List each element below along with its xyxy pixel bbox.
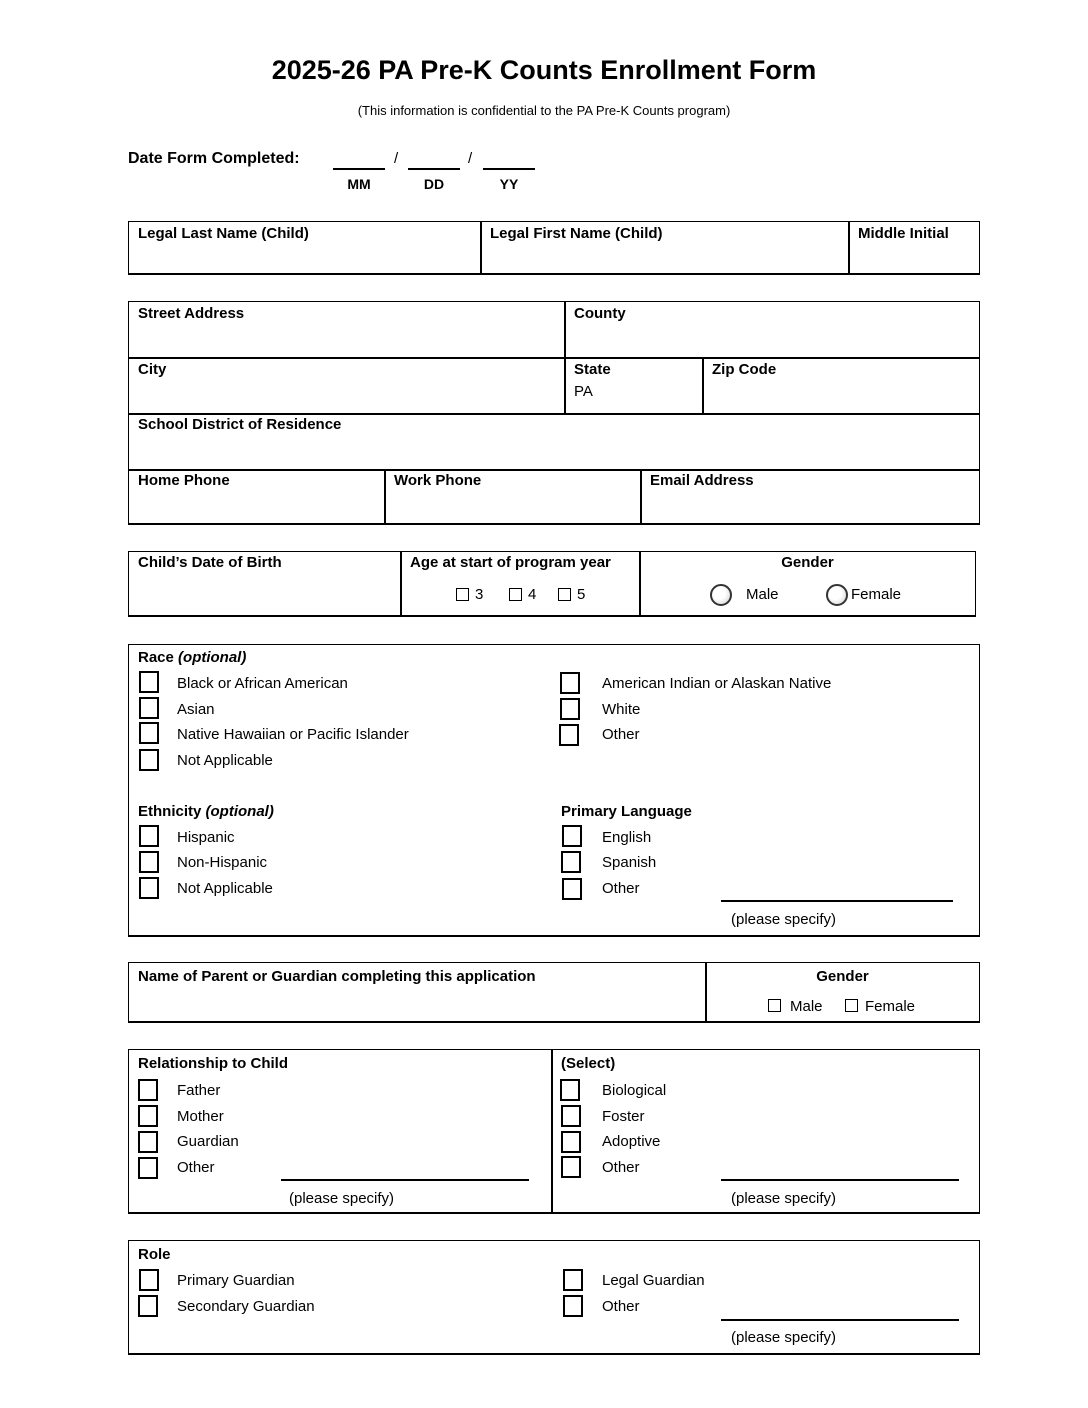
relationship-father-label: Father [177,1082,221,1099]
type-adoptive-label: Adoptive [602,1133,661,1150]
relationship-type-label: (Select) [561,1055,616,1072]
age-5-checkbox[interactable] [558,588,571,601]
state-value: PA [574,383,593,400]
role-other-checkbox[interactable] [563,1295,583,1317]
yy-label: YY [499,176,519,192]
role-secondary-label: Secondary Guardian [177,1298,315,1315]
race-black-checkbox[interactable] [139,671,159,693]
relationship-specify-field[interactable] [281,1179,529,1181]
race-white-checkbox[interactable] [560,698,580,720]
language-specify-label: (please specify) [731,911,837,928]
home-phone-field[interactable] [129,470,384,524]
race-not-applicable-label: Not Applicable [177,752,273,769]
relationship-label: Relationship to Child [138,1055,288,1072]
type-biological-checkbox[interactable] [560,1079,580,1101]
last-name-field[interactable] [129,222,480,273]
relationship-guardian-label: Guardian [177,1133,239,1150]
relationship-specify-label: (please specify) [289,1190,395,1207]
child-name-section [128,221,980,275]
type-specify-field[interactable] [721,1179,959,1181]
relationship-guardian-checkbox[interactable] [138,1131,158,1153]
ethnicity-not-applicable-label: Not Applicable [177,880,273,897]
dob-label: Child’s Date of Birth [138,554,282,571]
first-name-field[interactable] [481,222,848,273]
age-5-label: 5 [577,586,586,603]
child-info-section [128,551,976,617]
state-label: State [574,361,611,378]
language-spanish-checkbox[interactable] [561,851,581,873]
street-address-label: Street Address [138,305,245,322]
ethnicity-non-hispanic-label: Non-Hispanic [177,854,268,871]
parent-section [128,962,980,1023]
role-other-label: Other [602,1298,640,1315]
role-secondary-checkbox[interactable] [138,1295,158,1317]
primary-language-label: Primary Language [561,803,692,820]
first-name-label: Legal First Name (Child) [490,225,663,242]
city-field[interactable] [129,358,564,413]
year-field[interactable] [483,168,535,170]
type-foster-label: Foster [602,1108,645,1125]
type-other-checkbox[interactable] [561,1156,581,1178]
school-district-label: School District of Residence [138,416,342,433]
date-separator: / [394,150,399,167]
type-specify-label: (please specify) [731,1190,837,1207]
parent-female-label: Female [865,998,916,1015]
city-label: City [138,361,167,378]
parent-gender-label: Gender [816,968,869,985]
home-phone-label: Home Phone [138,472,230,489]
role-specify-label: (please specify) [731,1329,837,1346]
language-other-checkbox[interactable] [562,878,582,900]
role-label: Role [138,1246,171,1263]
race-hawaiian-label: Native Hawaiian or Pacific Islander [177,726,409,743]
age-4-label: 4 [528,586,537,603]
form-title: 2025-26 PA Pre-K Counts Enrollment Form [271,55,817,85]
email-field[interactable] [641,470,979,524]
relationship-other-checkbox[interactable] [138,1157,158,1179]
type-biological-label: Biological [602,1082,667,1099]
race-american-indian-label: American Indian or Alaskan Native [602,675,832,692]
type-other-label: Other [602,1159,640,1176]
role-specify-field[interactable] [721,1319,959,1321]
street-address-field[interactable] [129,302,564,357]
role-primary-label: Primary Guardian [177,1272,295,1289]
dd-label: DD [423,176,445,192]
relationship-mother-checkbox[interactable] [138,1105,158,1127]
race-hawaiian-checkbox[interactable] [139,722,159,744]
relationship-section [128,1049,980,1214]
state-field[interactable] [565,358,702,413]
mm-label: MM [347,176,371,192]
school-district-field[interactable] [129,414,979,469]
last-name-label: Legal Last Name (Child) [138,225,309,242]
month-field[interactable] [333,168,385,170]
middle-initial-field[interactable] [849,222,979,273]
language-english-checkbox[interactable] [562,825,582,847]
male-radio[interactable] [710,584,732,606]
county-field[interactable] [565,302,979,357]
county-label: County [574,305,626,322]
race-not-applicable-checkbox[interactable] [139,749,159,771]
parent-name-label: Name of Parent or Guardian completing this application [138,968,536,985]
ethnicity-hispanic-checkbox[interactable] [139,825,159,847]
female-label: Female [851,586,902,603]
parent-male-checkbox[interactable] [768,999,781,1012]
day-field[interactable] [408,168,460,170]
address-section [128,301,980,525]
parent-name-field[interactable] [129,963,705,1021]
age-group [401,552,638,615]
ethnicity-hispanic-label: Hispanic [177,829,235,846]
parent-male-label: Male [790,998,823,1015]
role-section [128,1240,980,1355]
language-english-label: English [602,829,652,846]
type-adoptive-checkbox[interactable] [561,1131,581,1153]
language-spanish-label: Spanish [602,854,657,871]
role-primary-checkbox[interactable] [139,1269,159,1291]
demographics-section [128,644,980,937]
relationship-other-label: Other [177,1159,215,1176]
male-label: Male [746,586,779,603]
age-label: Age at start of program year [410,554,611,571]
date-completed-label: Date Form Completed: [128,150,300,167]
relationship-mother-label: Mother [177,1108,224,1125]
age-4-checkbox[interactable] [509,588,522,601]
email-label: Email Address [650,472,754,489]
zip-code-label: Zip Code [712,361,777,378]
ethnicity-non-hispanic-checkbox[interactable] [139,851,159,873]
race-asian-label: Asian [177,701,215,718]
date-of-birth-field[interactable] [129,552,400,615]
language-specify-field[interactable] [721,900,953,902]
role-legal-label: Legal Guardian [602,1272,705,1289]
age-3-label: 3 [475,586,484,603]
work-phone-field[interactable] [385,470,640,524]
parent-gender-group [706,963,979,1021]
role-legal-checkbox[interactable] [563,1269,583,1291]
confidentiality-note: (This information is confidential to the PA Pre-K Counts program) [357,103,731,118]
race-black-label: Black or African American [177,675,348,692]
zip-code-field[interactable] [703,358,979,413]
female-radio[interactable] [826,584,848,606]
language-other-label: Other [602,880,640,897]
relationship-father-checkbox[interactable] [138,1079,158,1101]
race-white-label: White [602,701,641,718]
race-other-label: Other [602,726,640,743]
gender-label: Gender [781,554,834,571]
race-asian-checkbox[interactable] [139,697,159,719]
middle-initial-label: Middle Initial [858,225,949,242]
date-separator: / [468,150,473,167]
ethnicity-not-applicable-checkbox[interactable] [139,877,159,899]
type-foster-checkbox[interactable] [561,1105,581,1127]
parent-female-checkbox[interactable] [845,999,858,1012]
race-label: Race (optional) [138,649,247,666]
race-american-indian-checkbox[interactable] [560,672,580,694]
child-gender-group [640,552,975,615]
race-other-checkbox[interactable] [559,724,579,746]
ethnicity-label: Ethnicity (optional) [138,803,274,820]
work-phone-label: Work Phone [394,472,482,489]
age-3-checkbox[interactable] [456,588,469,601]
